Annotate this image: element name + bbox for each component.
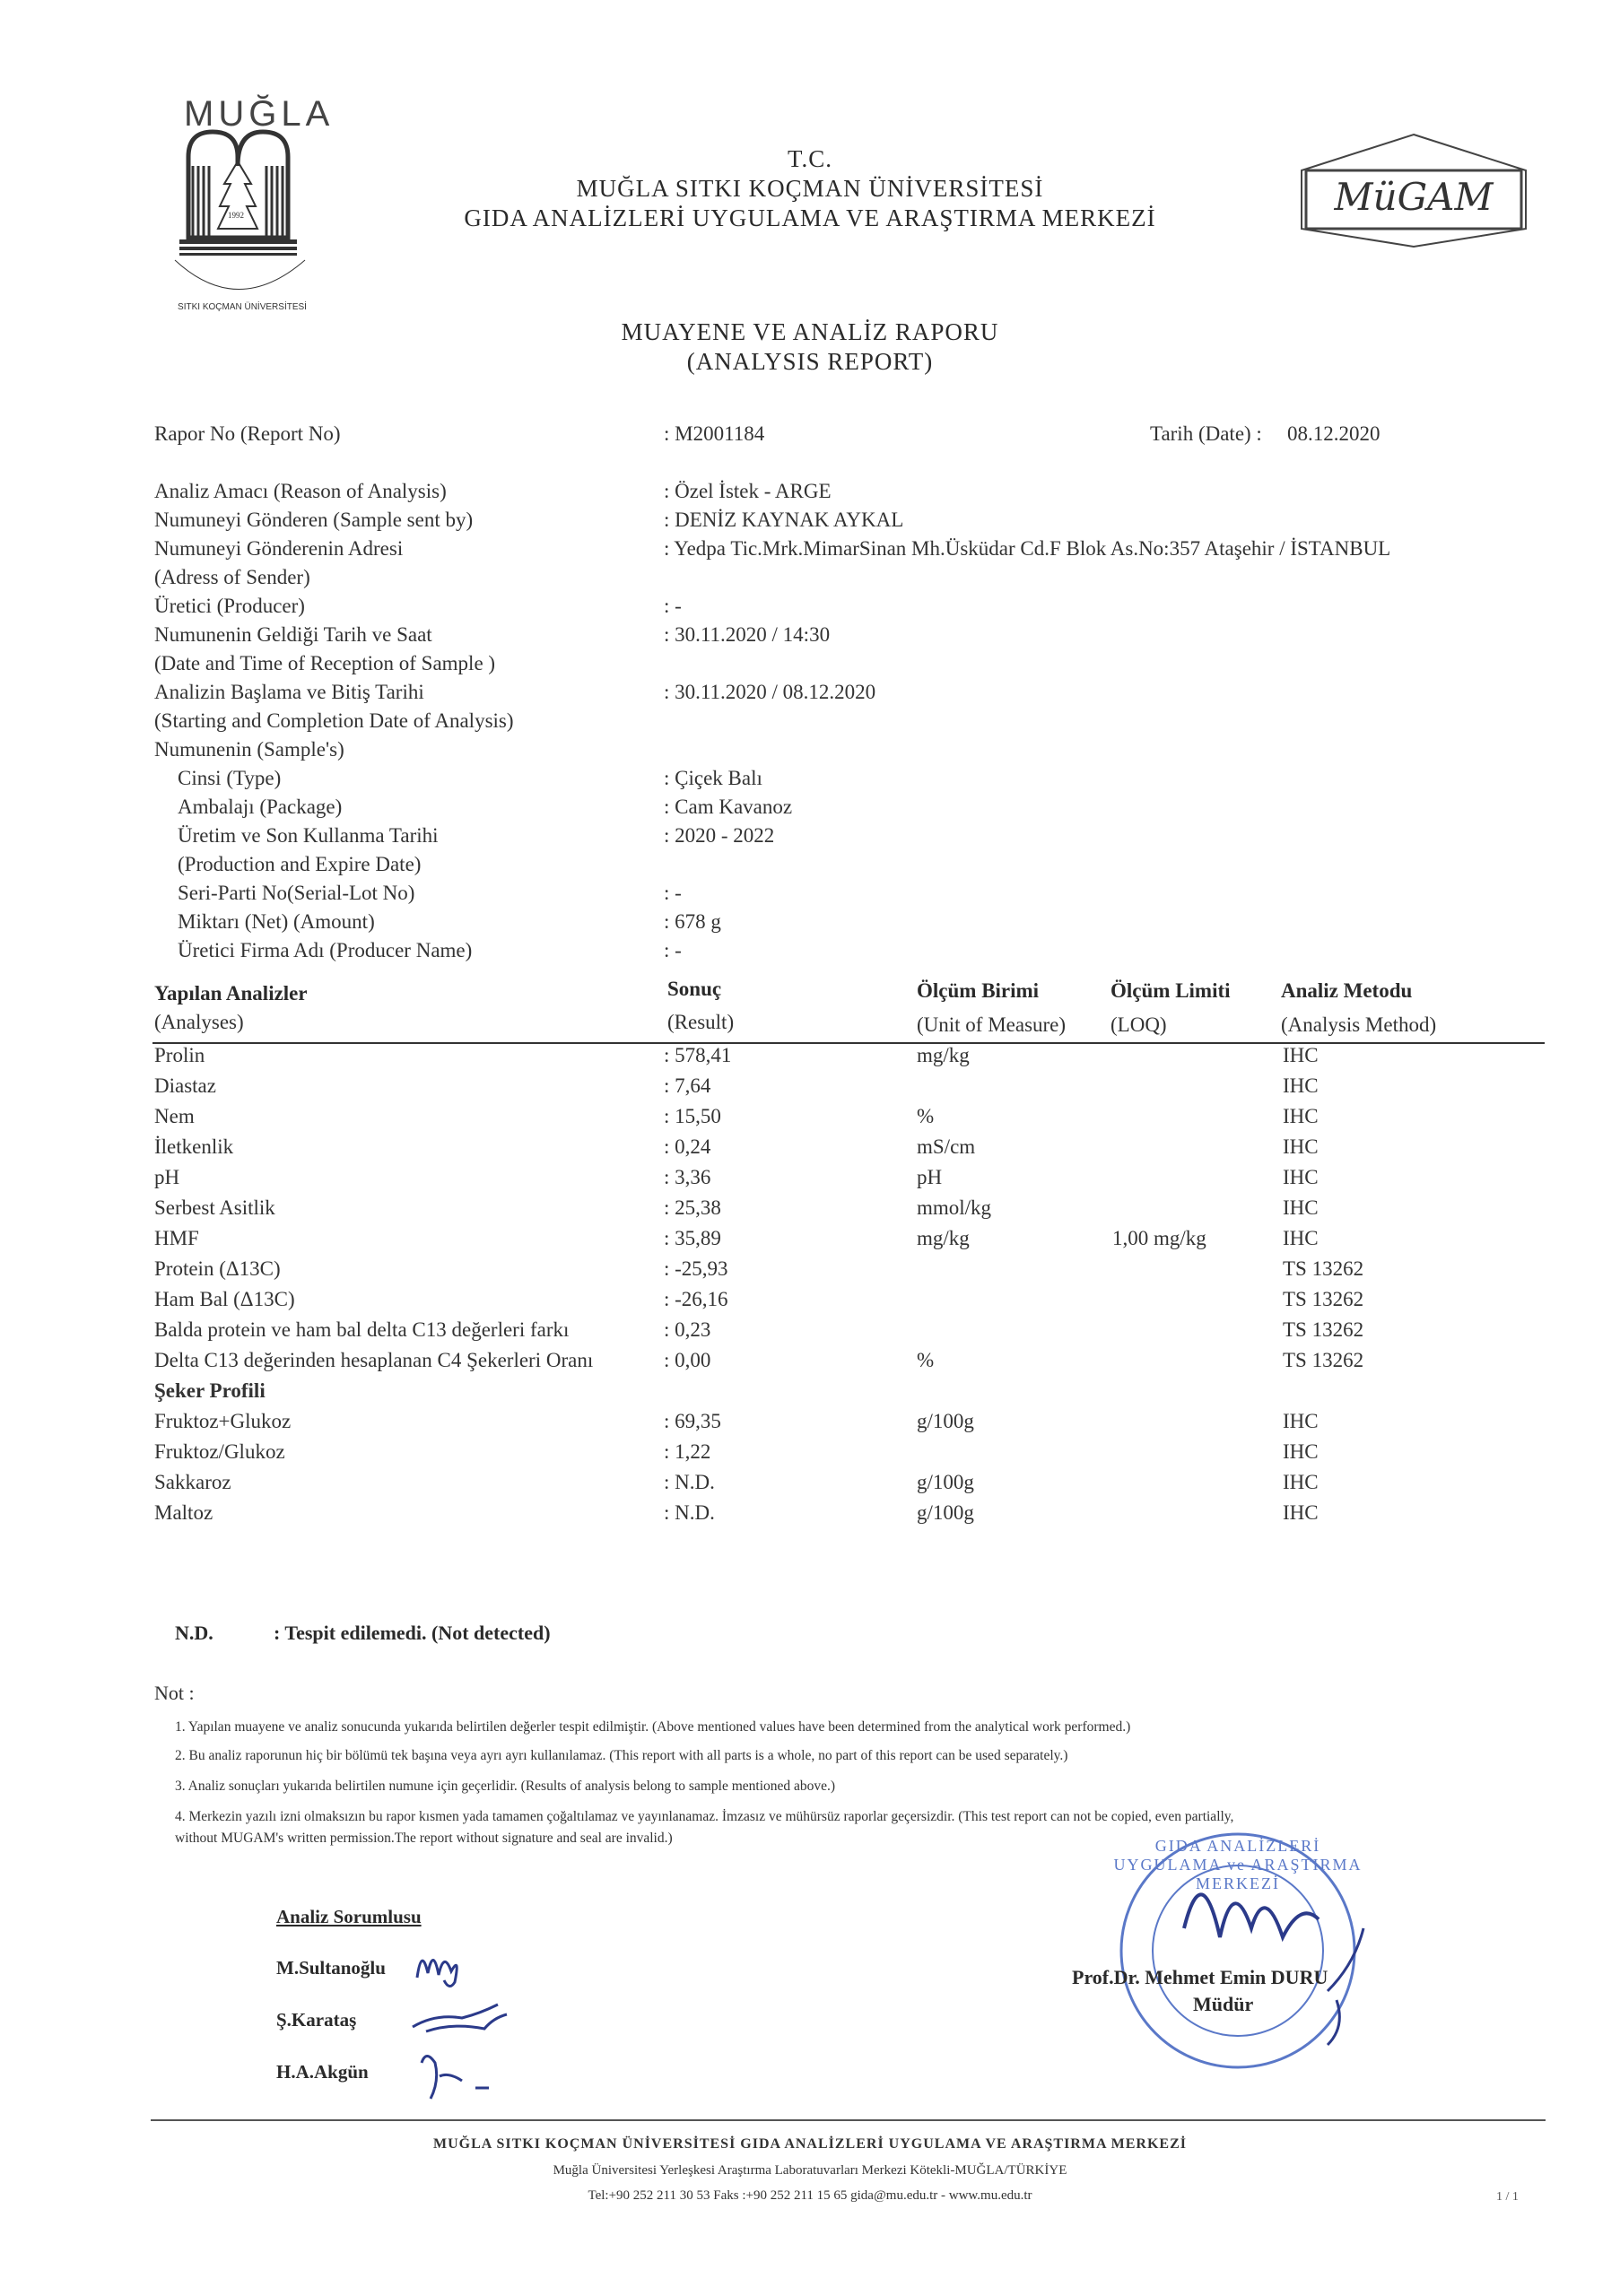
- analysis-name: Balda protein ve ham bal delta C13 değerleri farkı: [154, 1318, 570, 1341]
- analysis-name: Nem: [154, 1105, 195, 1127]
- address-label-en: (Adress of Sender): [154, 566, 310, 588]
- date-value: 08.12.2020: [1287, 422, 1380, 445]
- analysis-method: IHC: [1283, 1196, 1319, 1219]
- analysis-unit: %: [917, 1105, 935, 1127]
- sender-label: Numuneyi Gönderen (Sample sent by): [154, 509, 474, 531]
- analysis-dates-label-en: (Starting and Completion Date of Analysis): [154, 709, 514, 732]
- analysis-method: TS 13262: [1283, 1349, 1364, 1371]
- analysis-name: Fruktoz+Glukoz: [154, 1410, 292, 1432]
- mugam-wordmark: MüGAM: [1334, 175, 1494, 219]
- analysis-dates-value: : 30.11.2020 / 08.12.2020: [664, 681, 876, 703]
- table-row: [0, 1227, 1620, 1257]
- analysis-name: Ham Bal (Δ13C): [154, 1288, 295, 1310]
- col-unit-en: (Unit of Measure): [917, 1013, 1067, 1036]
- analysis-name: Delta C13 değerinden hesaplanan C4 Şekerleri Oranı: [154, 1349, 594, 1371]
- analysis-result: : 0,24: [664, 1135, 711, 1158]
- address-value: : Yedpa Tic.Mrk.MimarSinan Mh.Üsküdar Cd.F Blok As.No:357 Ataşehir / İSTANBUL: [664, 537, 1391, 560]
- analysis-name: Diastaz: [154, 1074, 216, 1097]
- analyst-signatures-icon: [408, 1928, 525, 2108]
- prod-expire-value: : 2020 - 2022: [664, 824, 775, 847]
- analysis-method: TS 13262: [1283, 1257, 1364, 1280]
- table-row: [0, 1501, 1620, 1532]
- type-value: : Çiçek Balı: [664, 767, 762, 789]
- analysis-name: Protein (Δ13C): [154, 1257, 281, 1280]
- lot-label: Seri-Parti No(Serial-Lot No): [178, 882, 415, 904]
- analysis-unit: pH: [917, 1166, 943, 1188]
- analysis-name: Prolin: [154, 1044, 205, 1066]
- table-row: [0, 1440, 1620, 1471]
- col-analyses-tr: Yapılan Analizler: [154, 982, 308, 1004]
- table-row: [0, 1166, 1620, 1196]
- analysis-name: Maltoz: [154, 1501, 213, 1524]
- note-item: without MUGAM's written permission.The report without signature and seal are invalid.): [175, 1831, 673, 1846]
- header-center: GIDA ANALİZLERİ UYGULAMA VE ARAŞTIRMA MERKEZİ: [464, 204, 1156, 231]
- seal-text: GIDA ANALİZLERİ UYGULAMA ve ARAŞTIRMA MERKEZİ: [1113, 1837, 1363, 1892]
- note-item: 2. Bu analiz raporunun hiç bir bölümü tek başına veya ayrı ayrı kullanılamaz. (This report with all parts is a whole, no part of this report can be used separately.): [175, 1748, 1068, 1763]
- notes-label: Not :: [154, 1682, 195, 1704]
- footer-line-2: Muğla Üniversitesi Yerleşkesi Araştırma Laboratuvarları Merkezi Kötekli-MUĞLA/TÜRKİYE: [553, 2163, 1067, 2178]
- report-subtitle: (ANALYSIS REPORT): [686, 348, 934, 375]
- analysis-name: İletkenlik: [154, 1135, 234, 1158]
- analysis-result: : 35,89: [664, 1227, 721, 1249]
- col-result-tr: Sonuç: [667, 978, 722, 1000]
- analysis-method: IHC: [1283, 1440, 1319, 1463]
- table-row: [0, 1135, 1620, 1166]
- analysis-unit: g/100g: [917, 1410, 974, 1432]
- reception-value: : 30.11.2020 / 14:30: [664, 623, 831, 646]
- analysis-unit: %: [917, 1349, 935, 1371]
- prod-expire-label-en: (Production and Expire Date): [178, 853, 422, 875]
- sugar-profile-title: Şeker Profili: [154, 1379, 266, 1402]
- package-value: : Cam Kavanoz: [664, 796, 793, 818]
- analysis-method: IHC: [1283, 1166, 1319, 1188]
- analysis-unit: g/100g: [917, 1501, 974, 1524]
- analysis-result: : 25,38: [664, 1196, 721, 1219]
- analysis-unit: mg/kg: [917, 1227, 970, 1249]
- note-item: 4. Merkezin yazılı izni olmaksızın bu rapor kısmen yada tamamen çoğaltılamaz ve yayınlanamaz. İmzasız ve mühürsüz raporlar geçersizdir. (This test report can not be copied, even partially,: [175, 1809, 1234, 1824]
- table-row: [0, 1257, 1620, 1288]
- reason-label: Analiz Amacı (Reason of Analysis): [154, 480, 447, 502]
- header-university: MUĞLA SITKI KOÇMAN ÜNİVERSİTESİ: [576, 175, 1044, 202]
- col-method-tr: Analiz Metodu: [1281, 979, 1413, 1002]
- table-row: [0, 1288, 1620, 1318]
- table-row: [0, 1044, 1620, 1074]
- analyst-name: Ş.Karataş: [276, 2009, 357, 2031]
- analysts-heading: Analiz Sorumlusu: [276, 1906, 422, 1927]
- col-analyses-en: (Analyses): [154, 1011, 244, 1033]
- analysis-method: IHC: [1283, 1410, 1319, 1432]
- table-row: [0, 1471, 1620, 1501]
- table-row: [0, 1318, 1620, 1349]
- analysis-result: : N.D.: [664, 1501, 715, 1524]
- page-number: 1 / 1: [1496, 2190, 1519, 2204]
- director-title: Müdür: [1193, 1993, 1254, 2015]
- analysis-dates-label: Analizin Başlama ve Bitiş Tarihi: [154, 681, 424, 703]
- analysis-name: Fruktoz/Glukoz: [154, 1440, 285, 1463]
- sender-value: : DENİZ KAYNAK AYKAL: [664, 509, 904, 531]
- nd-abbr: N.D.: [175, 1622, 213, 1644]
- mugam-logo: [1297, 130, 1530, 251]
- reception-label: Numunenin Geldiği Tarih ve Saat: [154, 623, 432, 646]
- amount-value: : 678 g: [664, 910, 721, 933]
- report-no-label: Rapor No (Report No): [154, 422, 341, 445]
- col-unit-tr: Ölçüm Birimi: [917, 979, 1040, 1002]
- analysis-method: IHC: [1283, 1044, 1319, 1066]
- analysis-result: : 1,22: [664, 1440, 711, 1463]
- table-row: [0, 1196, 1620, 1227]
- table-row: [0, 1074, 1620, 1105]
- footer-line-1: MUĞLA SITKI KOÇMAN ÜNİVERSİTESİ GIDA ANALİZLERİ UYGULAMA VE ARAŞTIRMA MERKEZİ: [433, 2136, 1187, 2152]
- note-item: 1. Yapılan muayene ve analiz sonucunda yukarıda belirtilen değerler tespit edilmiştir. (Above mentioned values have been determined from the analytical work performed.): [175, 1719, 1131, 1735]
- sugar-profile-heading: [0, 1379, 1620, 1410]
- reason-value: : Özel İstek - ARGE: [664, 480, 832, 502]
- lot-value: : -: [664, 882, 682, 904]
- producer-value: : -: [664, 595, 682, 617]
- col-loq-tr: Ölçüm Limiti: [1110, 979, 1231, 1002]
- analysis-loq: 1,00 mg/kg: [1112, 1227, 1206, 1249]
- nd-text: : Tespit edilemedi. (Not detected): [274, 1622, 551, 1644]
- prod-expire-label: Üretim ve Son Kullanma Tarihi: [178, 824, 439, 847]
- analyst-name: M.Sultanoğlu: [276, 1957, 386, 1979]
- analysis-unit: g/100g: [917, 1471, 974, 1493]
- analysis-method: TS 13262: [1283, 1288, 1364, 1310]
- producer-firm-label: Üretici Firma Adı (Producer Name): [178, 939, 473, 961]
- logo-ring-text: SITKI KOÇMAN ÜNİVERSİTESİ: [178, 302, 307, 312]
- amount-label: Miktarı (Net) (Amount): [178, 910, 375, 933]
- analysis-method: IHC: [1283, 1227, 1319, 1249]
- report-title: MUAYENE VE ANALİZ RAPORU: [621, 318, 999, 345]
- col-loq-en: (LOQ): [1110, 1013, 1167, 1036]
- analysis-result: : 3,36: [664, 1166, 711, 1188]
- analysis-name: Serbest Asitlik: [154, 1196, 275, 1219]
- footer-line-3: Tel:+90 252 211 30 53 Faks :+90 252 211 15 65 gida@mu.edu.tr - www.mu.edu.tr: [588, 2188, 1032, 2203]
- analysis-unit: mmol/kg: [917, 1196, 992, 1219]
- analysis-name: pH: [154, 1166, 180, 1188]
- analysis-method: IHC: [1283, 1074, 1319, 1097]
- analysis-method: IHC: [1283, 1105, 1319, 1127]
- note-item: 3. Analiz sonuçları yukarıda belirtilen numune için geçerlidir. (Results of analysis belong to sample mentioned above.): [175, 1779, 836, 1794]
- analysis-result: : N.D.: [664, 1471, 715, 1493]
- analysis-result: : -26,16: [664, 1288, 728, 1310]
- header-tc: T.C.: [788, 145, 832, 172]
- analysis-result: : 0,00: [664, 1349, 711, 1371]
- analysis-name: Sakkaroz: [154, 1471, 231, 1493]
- analysis-result: : 578,41: [664, 1044, 732, 1066]
- logo-year: 1992: [228, 211, 244, 220]
- analysis-result: : 15,50: [664, 1105, 721, 1127]
- samples-label: Numunenin (Sample's): [154, 738, 344, 761]
- analysis-method: IHC: [1283, 1135, 1319, 1158]
- table-row: [0, 1349, 1620, 1379]
- package-label: Ambalajı (Package): [178, 796, 343, 818]
- analysis-name: HMF: [154, 1227, 199, 1249]
- analysis-method: IHC: [1283, 1471, 1319, 1493]
- col-result-en: (Result): [667, 1011, 735, 1033]
- col-method-en: (Analysis Method): [1281, 1013, 1437, 1036]
- director-name: Prof.Dr. Mehmet Emin DURU: [1072, 1966, 1328, 1988]
- footer-divider: [151, 2119, 1546, 2121]
- analysis-result: : 0,23: [664, 1318, 711, 1341]
- reception-label-en: (Date and Time of Reception of Sample ): [154, 652, 496, 674]
- table-row: [0, 1410, 1620, 1440]
- analysis-result: : 69,35: [664, 1410, 721, 1432]
- producer-firm-value: : -: [664, 939, 682, 961]
- type-label: Cinsi (Type): [178, 767, 282, 789]
- report-no-value: : M2001184: [664, 422, 765, 445]
- analysis-method: IHC: [1283, 1501, 1319, 1524]
- table-row: [0, 1105, 1620, 1135]
- logo-wordmark: MUĞLA: [184, 94, 335, 134]
- analysis-method: TS 13262: [1283, 1318, 1364, 1341]
- analysis-unit: mS/cm: [917, 1135, 976, 1158]
- producer-label: Üretici (Producer): [154, 595, 305, 617]
- analysis-unit: mg/kg: [917, 1044, 970, 1066]
- date-label: Tarih (Date) :: [1150, 422, 1262, 445]
- analysis-result: : -25,93: [664, 1257, 728, 1280]
- address-label: Numuneyi Gönderenin Adresi: [154, 537, 404, 560]
- analyst-name: H.A.Akgün: [276, 2061, 369, 2083]
- analysis-result: : 7,64: [664, 1074, 711, 1097]
